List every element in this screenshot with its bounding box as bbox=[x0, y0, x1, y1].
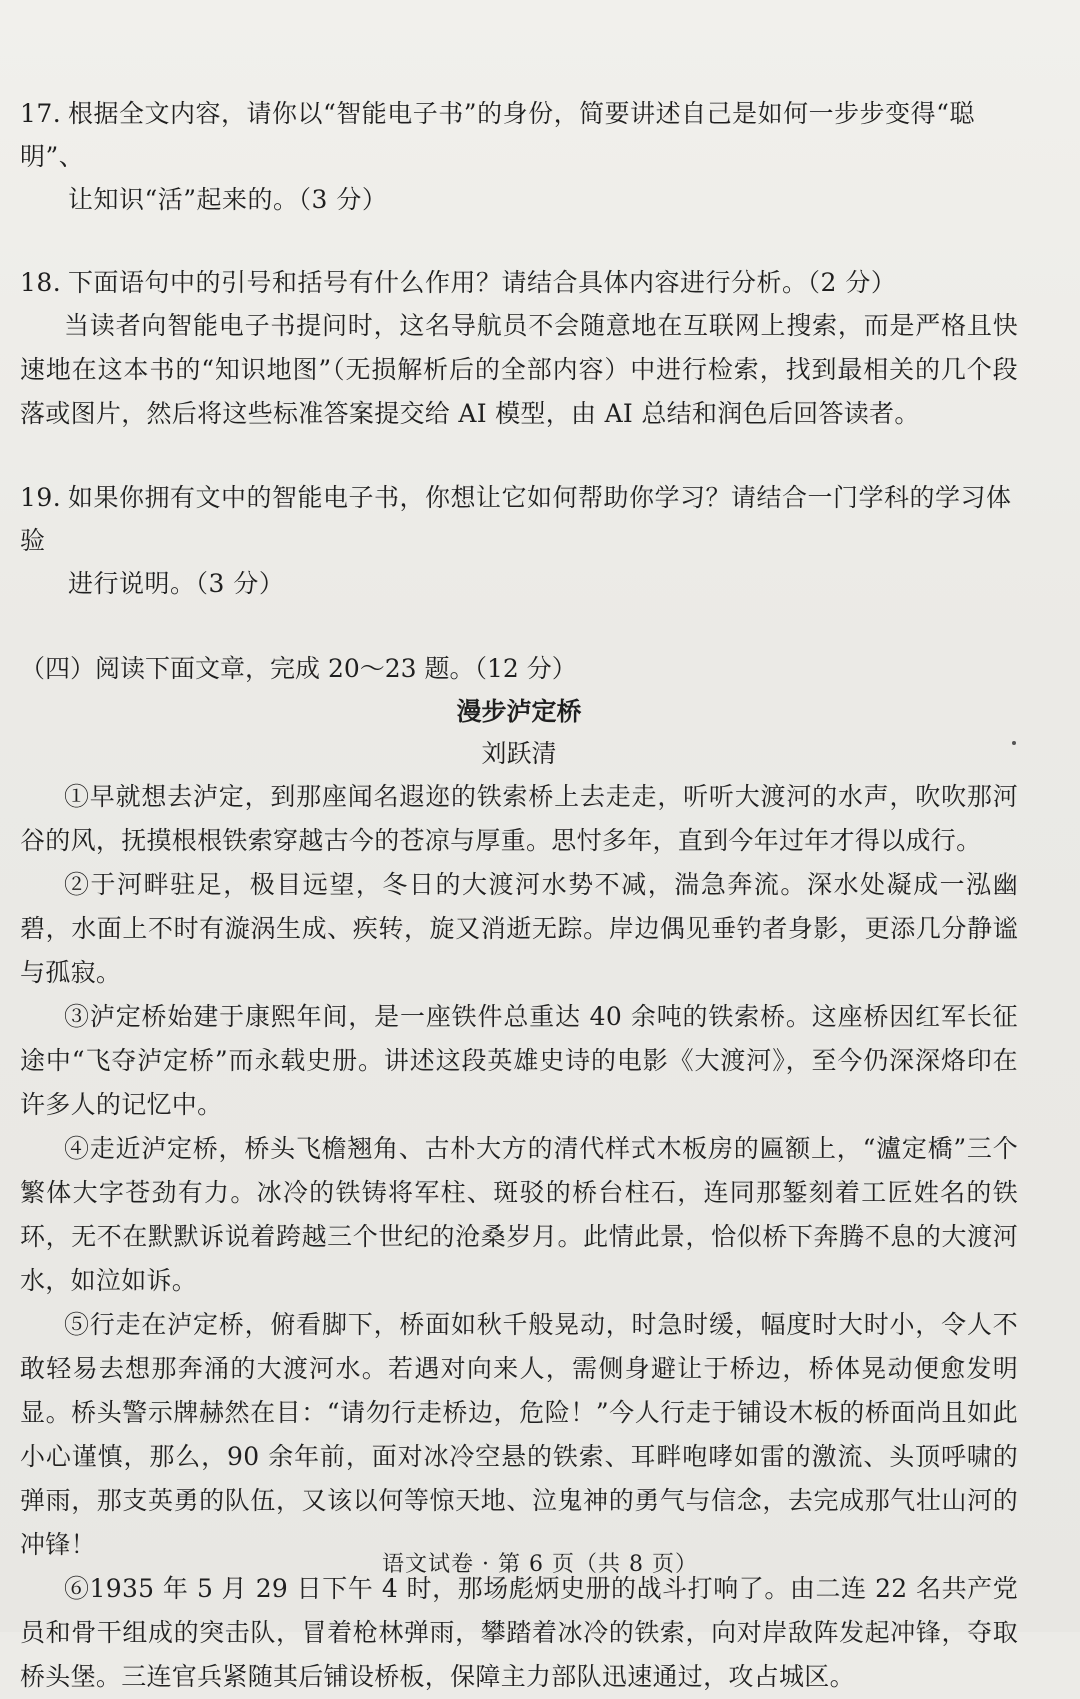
question-number: 17. bbox=[20, 99, 62, 128]
paragraph-4: ④走近泸定桥，桥头飞檐翘角、古朴大方的清代样式木板房的匾额上，“瀘定橋”三个繁体大字苍劲有力。冰冷的铁铸将军柱、斑驳的桥台柱石，连同那錾刻着工匠姓名的铁环，无不在默默诉说着跨越三个世纪的沧桑岁月。此情此景，恰似桥下奔腾不息的大渡河水，如泣如诉。 bbox=[20, 1134, 1018, 1295]
question-18-quote: 当读者向智能电子书提问时，这名导航员不会随意地在互联网上搜索，而是严格且快速地在这本书的“知识地图”（无损解析后的全部内容）中进行检索，找到最相关的几个段落或图片，然后将这些标准答案提交给 AI 模型，由 AI 总结和润色后回答读者。 bbox=[20, 311, 1018, 428]
question-text: 如果你拥有文中的智能电子书，你想让它如何帮助你学习？请结合一门学科的学习体验 bbox=[20, 483, 1012, 555]
question-text: 下面语句中的引号和括号有什么作用？请结合具体内容进行分析。（2 分） bbox=[68, 268, 897, 297]
question-text: 根据全文内容，请你以“智能电子书”的身份，简要讲述自己是如何一步步变得“聪明”、 bbox=[20, 99, 975, 171]
paragraph-2: ②于河畔驻足，极目远望，冬日的大渡河水势不减，湍急奔流。深水处凝成一泓幽碧，水面上不时有漩涡生成、疾转，旋又消逝无踪。岸边偶见垂钓者身影，更添几分静谧与孤寂。 bbox=[20, 870, 1018, 987]
question-18 bbox=[20, 261, 1018, 304]
question-17 bbox=[20, 92, 1018, 221]
question-18-line1 bbox=[20, 261, 1018, 304]
page-footer: 语文试卷 · 第 6 页（共 8 页） bbox=[382, 1552, 698, 1577]
question-number: 19. bbox=[20, 483, 62, 512]
article-title: 漫步泸定桥 bbox=[456, 697, 582, 726]
paragraph-3: ③泸定桥始建于康熙年间，是一座铁件总重达 40 余吨的铁索桥。这座桥因红军长征途中“飞夺泸定桥”而永载史册。讲述这段英雄史诗的电影《大渡河》，至今仍深深烙印在许多人的记忆中。 bbox=[20, 1002, 1018, 1119]
spacer bbox=[20, 221, 1018, 261]
paragraph-5: ⑤行走在泸定桥，俯看脚下，桥面如秋千般晃动，时急时缓，幅度时大时小，令人不敢轻易去想那奔涌的大渡河水。若遇对向来人，需侧身避让于桥边，桥体晃动便愈发明显。桥头警示牌赫然在目：“请勿行走桥边，危险！”今人行走于铺设木板的桥面尚且如此小心谨慎，那么，90 余年前，面对冰冷空悬的铁索、耳畔咆哮如雷的激流、头顶呼啸的弹雨，那支英勇的队伍，又该以何等惊天地、泣鬼神的勇气与信念，去完成那气壮山河的冲锋！ bbox=[20, 1310, 1018, 1559]
spacer bbox=[20, 436, 1018, 476]
scan-speck bbox=[1012, 741, 1016, 745]
article-author: 刘跃清 bbox=[481, 739, 557, 768]
paragraph-1: ①早就想去泸定，到那座闻名遐迩的铁索桥上去走走，听听大渡河的水声，吹吹那河谷的风，抚摸根根铁索穿越古今的苍凉与厚重。思忖多年，直到今年过年才得以成行。 bbox=[20, 782, 1018, 855]
question-19-line2: 进行说明。（3 分） bbox=[68, 569, 285, 598]
section-heading: （四）阅读下面文章，完成 20～23 题。（12 分） bbox=[20, 654, 577, 683]
question-19 bbox=[20, 476, 1018, 605]
question-number: 18. bbox=[20, 268, 62, 297]
question-19-line1 bbox=[20, 476, 1018, 562]
question-17-line2: 让知识“活”起来的。（3 分） bbox=[68, 185, 388, 214]
spacer bbox=[20, 605, 1018, 647]
question-17-line1 bbox=[20, 92, 1018, 178]
paragraph-6: ⑥1935 年 5 月 29 日下午 4 时，那场彪炳史册的战斗打响了。由二连 22 名共产党员和骨干组成的突击队，冒着枪林弹雨，攀踏着冰冷的铁索，向对岸敌阵发起冲锋，夺取桥头堡。三连官兵紧随其后铺设桥板，保障主力部队迅速通过，攻占城区。 bbox=[20, 1574, 1018, 1691]
